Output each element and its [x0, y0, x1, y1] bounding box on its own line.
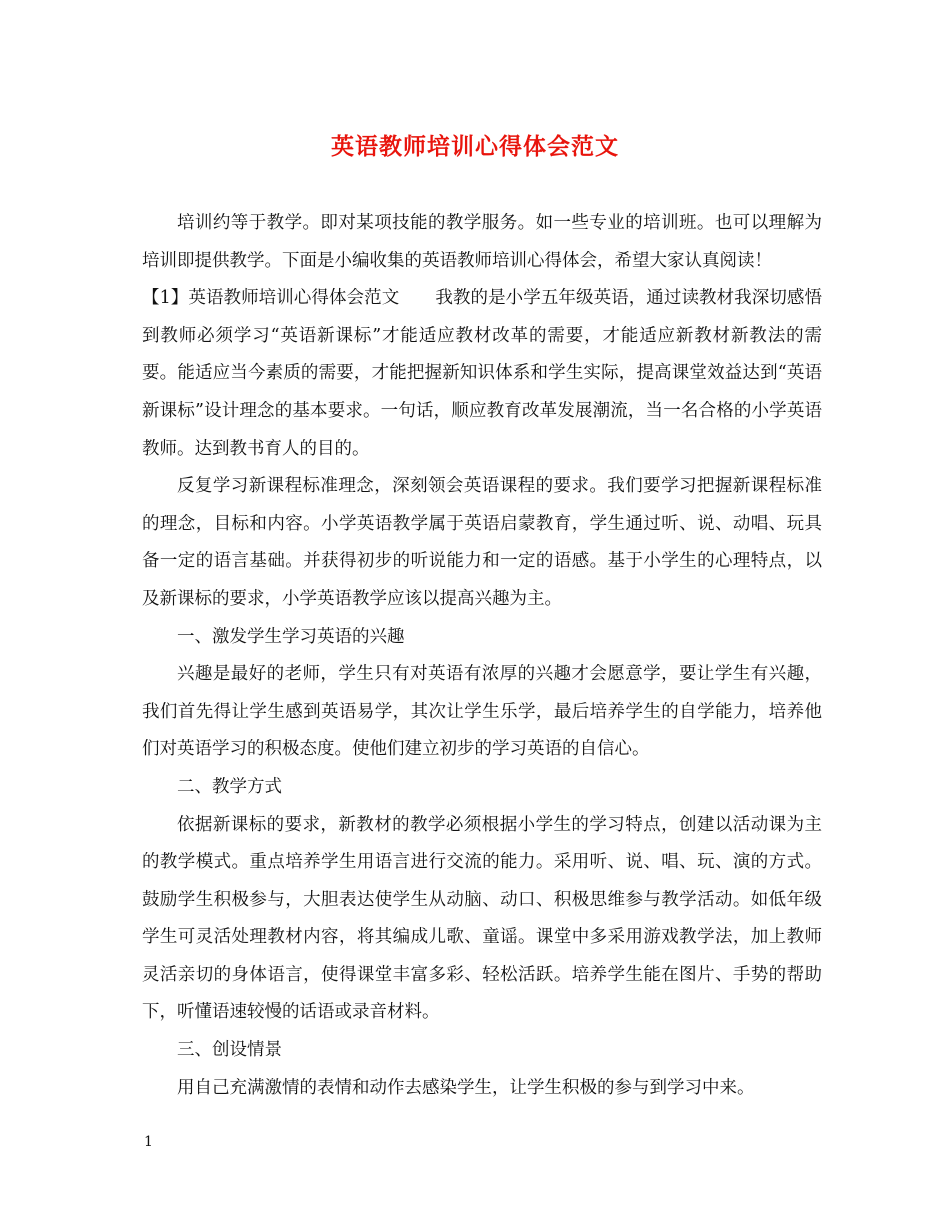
- teaching-method-paragraph: 依据新课标的要求，新教材的教学必须根据小学生的学习特点，创建以活动课为主的教学模式。重点培养学生用语言进行交流的能力。采用听、说、唱、玩、演的方式。鼓励学生积极参与，大胆表达使学生从动脑、动口、积极思维参与教学活动。如低年级学生可灵活处理教材内容，将其编成儿歌、童谣。课堂中多采用游戏教学法，加上教师灵活亲切的身体语言，使得课堂丰富多彩、轻松活跃。培养学生能在图片、手势的帮助下，听懂语速较慢的话语或录音材料。: [142, 814, 822, 1023]
- document-body: [142, 205, 822, 1107]
- heading-teaching-method: 二、教学方式: [177, 776, 282, 797]
- page-number: 1: [144, 1134, 153, 1150]
- heading-create-scenario: 三、创设情景: [177, 1040, 282, 1061]
- heading-interest: 一、激发学生学习英语的兴趣: [177, 626, 405, 647]
- intro-paragraph: 培训约等于教学。即对某项技能的教学服务。如一些专业的培训班。也可以理解为培训即提供教学。下面是小编收集的英语教师培训心得体会，希望大家认真阅读！: [142, 213, 822, 271]
- create-scenario-paragraph: 用自己充满激情的表情和动作去感染学生，让学生积极的参与到学习中来。: [177, 1077, 755, 1098]
- document-title: 英语教师培训心得体会范文: [331, 133, 619, 160]
- interest-paragraph: 兴趣是最好的老师，学生只有对英语有浓厚的兴趣才会愿意学，要让学生有兴趣，我们首先得让学生感到英语易学，其次让学生乐学，最后培养学生的自学能力，培养他们对英语学习的积极态度。使他们建立初步的学习英语的自信心。: [142, 664, 822, 760]
- curriculum-paragraph: 反复学习新课程标准理念，深刻领会英语课程的要求。我们要学习把握新课程标准的理念，目标和内容。小学英语教学属于英语启蒙教育，学生通过听、说、动唱、玩具备一定的语言基础。并获得初步的听说能力和一定的语感。基于小学生的心理特点，以及新课标的要求，小学英语教学应该以提高兴趣为主。: [142, 476, 822, 609]
- section-1-text: 我教的是小学五年级英语，通过读教材我深切感悟到教师必须学习“英语新课标”才能适应教材改革的需要，才能适应新教材新教法的需要。能适应当今素质的需要，才能把握新知识体系和学生实际，提高课堂效益达到“英语新课标”设计理念的基本要求。一句话，顺应教育改革发展潮流，当一名合格的小学英语教师。达到教书育人的目的。: [142, 288, 822, 459]
- section-1-heading: 【1】英语教师培训心得体会范文: [142, 288, 400, 309]
- section-1-paragraph: [142, 280, 822, 468]
